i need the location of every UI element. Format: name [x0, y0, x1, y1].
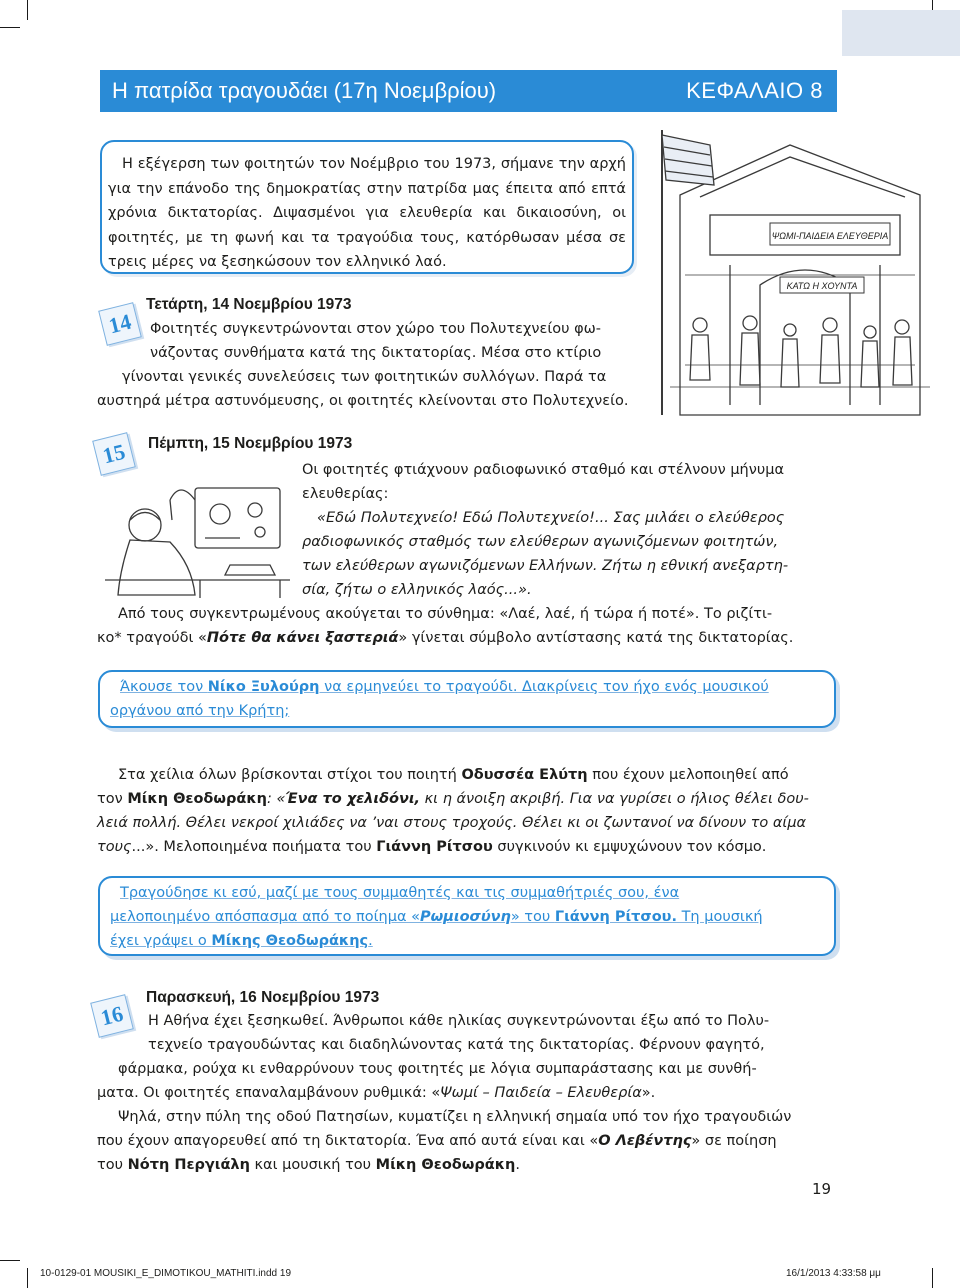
text-run: : « — [266, 791, 286, 807]
task-line — [120, 881, 679, 906]
text-run: Άκουσε τον — [120, 679, 208, 695]
text-run: τον — [97, 791, 128, 807]
radio-quote-line: σία, ζήτω ο ελληνικός λαός...». — [302, 582, 532, 598]
day15-line: Από τους συγκεντρωμένους ακούγεται το σύνθημα: «Λαέ, λαέ, ή τώρα ή ποτέ». Το ριζίτι- — [118, 606, 773, 622]
text-run: » του — [510, 909, 555, 925]
elytis-line: λειά πολλή. Θέλει νεκροί χιλιάδες να ’ναι στους τροχούς. Θέλει κι οι ζωντανοί να δίνουν το αίμα — [97, 815, 807, 831]
day14-line: γίνονται γενικές συνελεύσεις των φοιτητικών συλλόγων. Παρά τα — [122, 369, 607, 385]
poem-title: Ρωμιοσύνη — [420, 909, 511, 925]
day-title-15: Πέμπτη, 15 Νοεμβρίου 1973 — [148, 435, 353, 452]
poet-name: Νότη Περγιάλη — [127, 1157, 250, 1173]
radio-station-illustration — [100, 470, 295, 600]
chapter-label: ΚΕΦΑΛΑΙΟ 8 — [686, 78, 823, 103]
polytechnic-illustration — [640, 125, 940, 425]
radio-quote-line: ραδιοφωνικός σταθμός των ελεύθερων αγωνιζόμενων φοιτητών, — [302, 534, 779, 550]
task-line — [120, 675, 769, 700]
day-number: 14 — [106, 308, 134, 339]
verse-title: Ένα το χελιδόνι, — [285, 791, 421, 807]
day15-line: ελευθερίας: — [302, 486, 389, 502]
song-title: Πότε θα κάνει ξαστεριά — [206, 630, 399, 646]
text-run: ». — [641, 1085, 656, 1101]
text-run: . — [368, 933, 373, 949]
crop-mark — [27, 0, 28, 20]
listening-task-box — [98, 670, 836, 728]
crop-mark — [932, 1268, 933, 1288]
task-line — [110, 699, 289, 724]
composer-name: Μίκη Θεοδωράκη — [127, 791, 267, 807]
elytis-line — [97, 835, 766, 860]
text-run: να ερμηνεύει το τραγούδι. Διακρίνεις τον ήχο ενός μουσικού — [319, 679, 769, 695]
day14-line: νάζοντας συνθήματα κατά της δικτατορίας. Μέσα στο κτίριο — [150, 345, 602, 361]
text-run: κι η άνοιξη ακριβή. Για να γυρίσει ο ήλιος θέλει δου- — [420, 791, 809, 807]
day15-line: Οι φοιτητές φτιάχνουν ραδιοφωνικό σταθμό και στέλνουν μήνυμα — [302, 462, 785, 478]
day16-line: Η Αθήνα έχει ξεσηκωθεί. Άνθρωποι κάθε ηλικίας συγκεντρώνονται έξω από το Πολυ- — [148, 1013, 770, 1029]
banner-text: ΨΩΜΙ-ΠΑΙΔΕΙΑ ΕΛΕΥΘΕΡΙΑ — [771, 231, 889, 241]
text-run: συγκινούν κι εμψυχώνουν τον κόσμο. — [492, 839, 767, 855]
singing-task-box — [98, 876, 836, 956]
print-slug-date: 16/1/2013 4:33:58 μμ — [786, 1268, 881, 1279]
composer-name: Μίκης Θεοδωράκης — [211, 933, 369, 949]
day16-line — [97, 1081, 655, 1106]
text-run: μελοποιημένο απόσπασμα από το ποίημα « — [110, 909, 421, 925]
text-run: που έχουν απαγορευθεί από τη δικτατορία. Ένα από αυτά είναι και « — [97, 1133, 599, 1149]
print-slug-file: 10-0129-01 MOUSIKI_E_DIMOTIKOU_MATHITI.indd 19 — [40, 1268, 292, 1279]
composer-name: Μίκη Θεοδωράκη — [375, 1157, 516, 1173]
crop-mark — [27, 1268, 28, 1288]
day-title-14: Τετάρτη, 14 Νοεμβρίου 1973 — [146, 296, 352, 313]
text-run: κο* τραγούδι « — [97, 630, 207, 646]
day-number: 16 — [98, 1000, 126, 1031]
text-run: έχει γράψει ο — [110, 933, 212, 949]
day14-line: Φοιτητές συγκεντρώνονται στον χώρο του Πολυτεχνείου φω- — [150, 321, 602, 337]
elytis-line — [118, 763, 789, 788]
day-badge-14 — [98, 302, 142, 346]
text-run: οργάνου από την Κρήτη; — [110, 703, 290, 719]
radio-quote-line: «Εδώ Πολυτεχνείο! Εδώ Πολυτεχνείο!... Σας μιλάει ο ελεύθερος — [317, 510, 785, 526]
day-number: 15 — [100, 438, 128, 469]
text-run: » σε ποίηση — [691, 1133, 777, 1149]
intro-box — [100, 140, 634, 274]
day14-line: αυστηρά μέτρα αστυνόμευσης, οι φοιτητές κλείνονται στο Πολυτεχνείο. — [97, 393, 629, 409]
text-run: Τραγούδησε κι εσύ, μαζί με τους συμμαθητές και τις συμμαθήτριές σου, ένα — [120, 885, 680, 901]
day-title-16: Παρασκευή, 16 Νοεμβρίου 1973 — [146, 989, 380, 1006]
day16-line — [97, 1153, 520, 1178]
day16-line: φάρμακα, ρούχα κι ενθαρρύνουν τους φοιτητές με λόγια συμπαράστασης και με συνθή- — [118, 1061, 757, 1077]
text-run: . — [515, 1157, 520, 1173]
poet-name: Οδυσσέα Ελύτη — [461, 767, 588, 783]
crop-mark — [0, 1260, 20, 1261]
page-number: 19 — [812, 1180, 832, 1198]
bleed-tab — [842, 10, 960, 56]
day16-line — [97, 1129, 777, 1154]
text-run: ...». Μελοποιημένα ποιήματα του — [131, 839, 377, 855]
text-run: Τη μουσική — [676, 909, 763, 925]
day15-line — [97, 626, 793, 651]
text-run: » γίνεται σύμβολο αντίστασης κατά της δικτατορίας. — [398, 630, 794, 646]
day16-line: τεχνείο τραγουδώντας και διαδηλώνοντας κατά της δικτατορίας. Φέρνουν φαγητό, — [148, 1037, 765, 1053]
sign-text: ΚΑΤΩ Η ΧΟΥΝΤΑ — [786, 281, 858, 291]
text-run: Στα χείλια όλων βρίσκονται στίχοι του ποιητή — [118, 767, 462, 783]
text-run: και μουσική του — [249, 1157, 376, 1173]
song-title: Ο Λεβέντης — [598, 1133, 692, 1149]
poet-name: Γιάννη Ρίτσου. — [554, 909, 677, 925]
poet-name: Γιάννη Ρίτσου — [376, 839, 493, 855]
chapter-header — [100, 70, 837, 112]
day16-line: Ψηλά, στην πύλη της οδού Πατησίων, κυματίζει η ελληνική σημαία υπό τον ήχο τραγουδιών — [118, 1109, 792, 1125]
elytis-line — [97, 787, 809, 812]
intro-text: Η εξέγερση των φοιτητών τον Νοέμβριο του 1973, σήμανε την αρχή για την επάνοδο της δημοκρατίας στην πατρίδα μας έπειτα από επτά χρόνια δικτατορίας. Διψασμένοι για ελευθερία και δικαιοσύνη, οι φοιτητές, με τη φωνή και τα τραγούδια τους, κατόρθωσαν μέσα σε τρεις μέρες να ξεσηκώσουν τον ελληνικό λαό. — [108, 156, 626, 270]
text-run: του — [97, 1157, 128, 1173]
page-title: Η πατρίδα τραγουδάει (17η Νοεμβρίου) — [112, 78, 497, 103]
slogan: Ψωμί – Παιδεία – Ελευθερία — [440, 1085, 642, 1101]
task-line — [110, 905, 763, 930]
crop-mark — [0, 27, 20, 28]
text-run: τους — [97, 839, 132, 855]
task-line — [110, 929, 373, 954]
radio-quote-line: των ελεύθερων αγωνιζόμενων Ελλήνων. Ζήτω η εθνική ανεξαρτη- — [302, 558, 789, 574]
artist-name: Νίκο Ξυλούρη — [207, 679, 320, 695]
day-badge-16 — [90, 994, 134, 1038]
text-run: που έχουν μελοποιηθεί από — [587, 767, 789, 783]
text-run: ματα. Οι φοιτητές επαναλαμβάνουν ρυθμικά: « — [97, 1085, 441, 1101]
